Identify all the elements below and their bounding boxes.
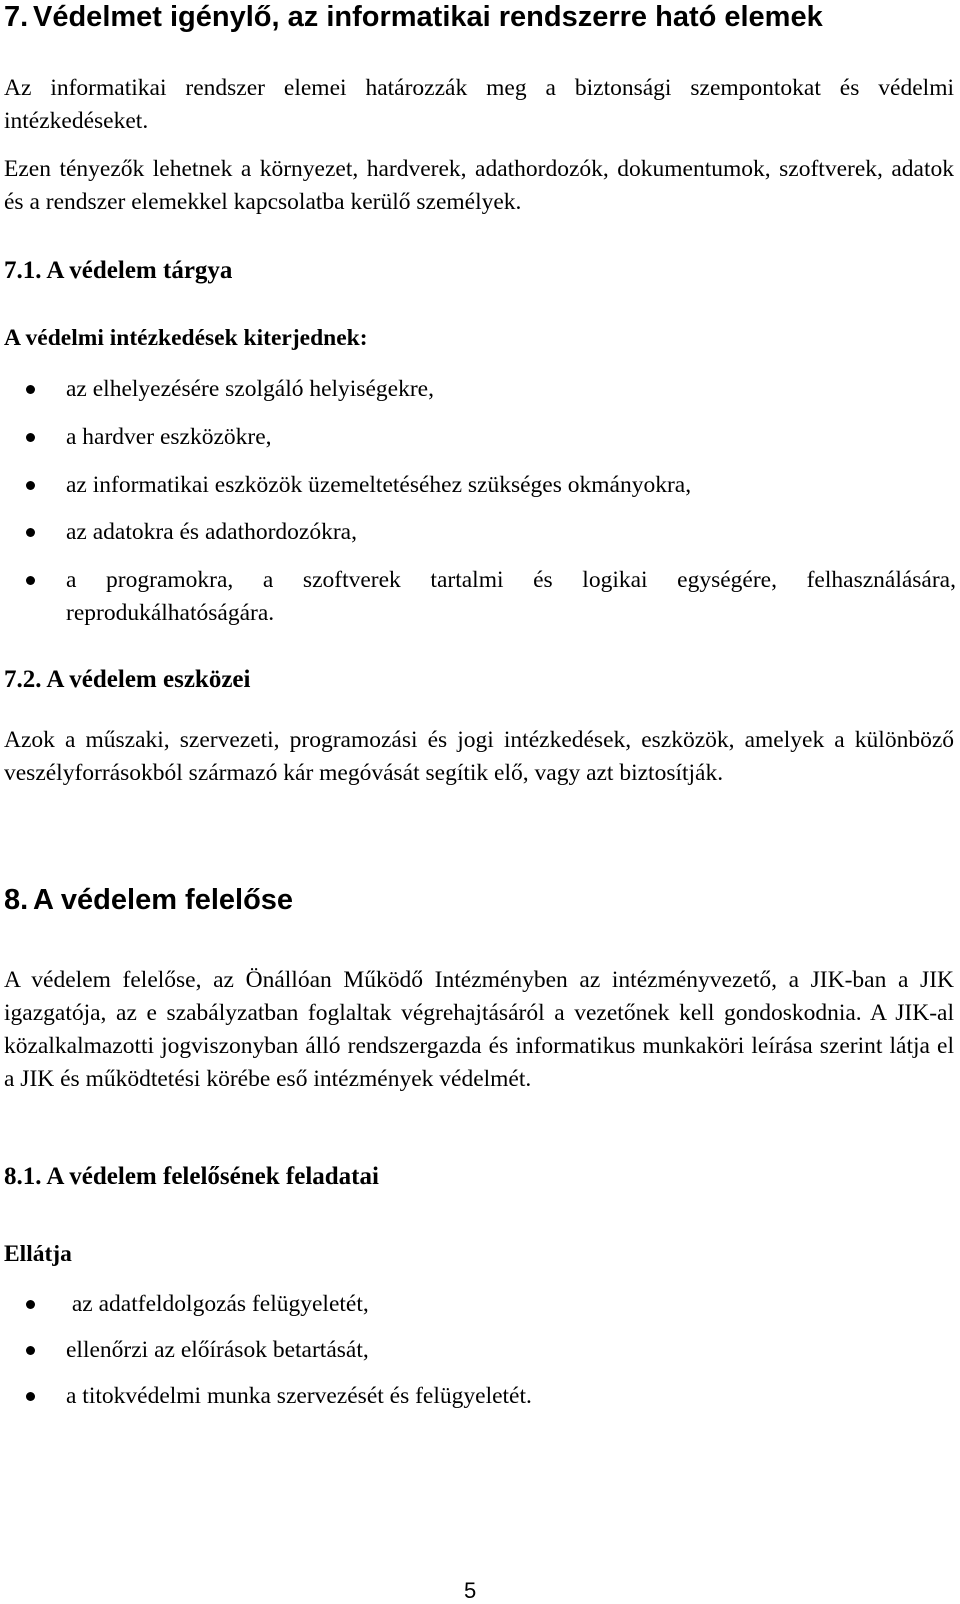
bullet-icon <box>26 528 35 537</box>
page-number: 5 <box>464 1578 477 1603</box>
list-item-text: a programokra, a szoftverek tartalmi és logikai egységére, felhasználására, reprodukálhatóságára. <box>66 567 956 626</box>
subsection-7-2-heading: 7.2. A védelem eszközei <box>4 666 251 693</box>
document-page <box>4 0 960 1604</box>
bullet-icon <box>26 385 35 394</box>
section-7-heading <box>4 0 823 34</box>
section-8-heading <box>4 883 293 917</box>
list-item-text: az adatokra és adathordozókra, <box>66 519 357 545</box>
subsection-8-1-intro: Ellátja <box>4 1241 72 1267</box>
list-item-text: az adatfeldolgozás felügyeletét, <box>66 1291 369 1317</box>
subsection-7-1-heading: 7.1. A védelem tárgya <box>4 257 233 284</box>
section-8-title: A védelem felelőse <box>33 884 294 916</box>
subsection-8-1-heading: 8.1. A védelem felelősének feladatai <box>4 1163 379 1190</box>
bullet-icon <box>26 481 35 490</box>
section-7-title: Védelmet igénylő, az informatikai rendszerre ható elemek <box>33 1 823 33</box>
list-item-text: ellenőrzi az előírások betartását, <box>66 1337 369 1363</box>
list-item-text: a titokvédelmi munka szervezését és felügyeletét. <box>66 1383 532 1409</box>
subsection-7-2-paragraph: Azok a műszaki, szervezeti, programozási és jogi intézkedések, eszközök, amelyek a különböző veszélyforrásokból származó kár megóvását segítik elő, vagy azt biztosítják. <box>4 727 954 786</box>
bullet-icon <box>26 1346 35 1355</box>
section-8-number: 8. <box>4 884 29 916</box>
section-7-paragraph-1: Az informatikai rendszer elemei határozzák meg a biztonsági szempontokat és védelmi intézkedéseket. <box>4 75 954 134</box>
subsection-7-1-intro: A védelmi intézkedések kiterjednek: <box>4 325 368 351</box>
bullet-icon <box>26 1392 35 1401</box>
section-7-number: 7. <box>4 1 29 33</box>
bullet-icon <box>26 433 35 442</box>
bullet-icon <box>26 1300 35 1309</box>
bullet-icon <box>26 576 35 585</box>
list-item-text: az informatikai eszközök üzemeltetéséhez szükséges okmányokra, <box>66 472 692 498</box>
section-8-paragraph: A védelem felelőse, az Önállóan Működő Intézményben az intézményvezető, a JIK-ban a JIK igazgatója, az e szabályzatban foglaltak végrehajtásáról a vezetőnek kell gondoskodnia. A JIK-al közalkalmazotti jogviszonyban álló rendszergazda és informatikus munkaköri leírása szerint látja el a JIK és működtetési körébe eső intézmények védelmét. <box>4 967 954 1092</box>
list-item-text: a hardver eszközökre, <box>66 424 272 450</box>
section-7-paragraph-2: Ezen tényezők lehetnek a környezet, hardverek, adathordozók, dokumentumok, szoftverek, adatok és a rendszer elemekkel kapcsolatba kerülő személyek. <box>4 156 954 215</box>
list-item-text: az elhelyezésére szolgáló helyiségekre, <box>66 376 434 402</box>
